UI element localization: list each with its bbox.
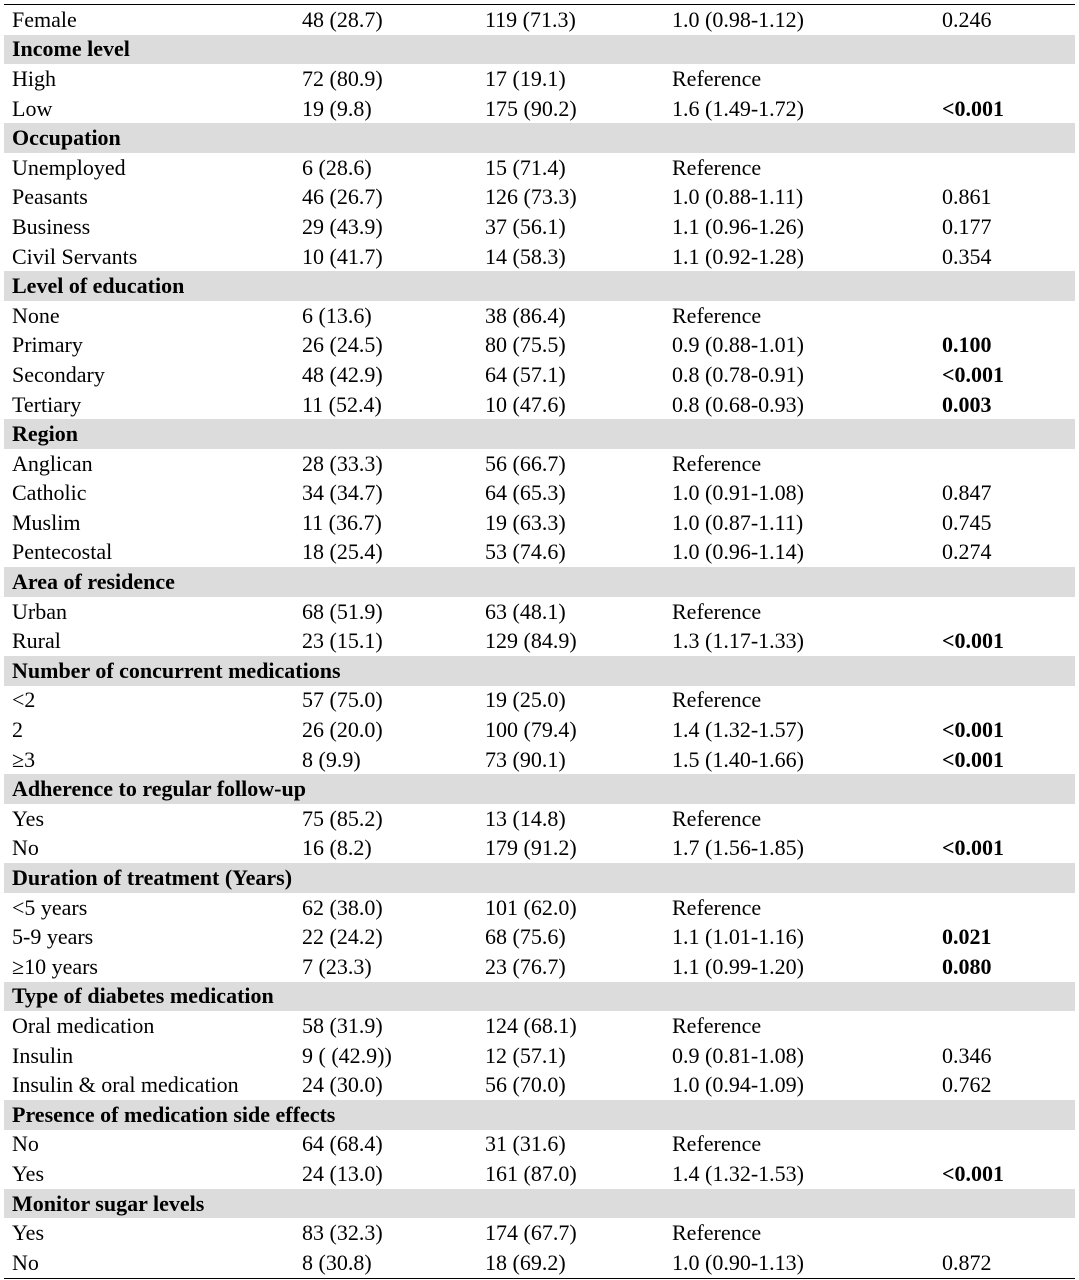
table-row: [4, 1130, 1075, 1160]
row-label-cell: Rural: [12, 628, 61, 654]
table-row: [4, 153, 1075, 183]
count-group2-cell: 68 (75.6): [485, 924, 566, 950]
table-body: [4, 5, 1075, 1278]
count-group1-cell: 26 (24.5): [302, 332, 383, 358]
row-label-cell: No: [12, 835, 39, 861]
ratio-ci-cell: Reference: [672, 1012, 762, 1038]
ratio-ci-cell: Reference: [672, 894, 762, 920]
section-header-label: Region: [12, 421, 78, 447]
ratio-ci-cell: Reference: [672, 598, 762, 624]
section-header-label: Presence of medication side effects: [12, 1101, 336, 1127]
count-group2-cell: 56 (70.0): [485, 1072, 566, 1098]
ratio-ci-cell: 0.9 (0.88-1.01): [672, 332, 804, 358]
section-header-row: [4, 35, 1075, 65]
section-header-label: Number of concurrent medications: [12, 657, 341, 683]
section-header-row: [4, 567, 1075, 597]
count-group1-cell: 34 (34.7): [302, 480, 383, 506]
count-group2-cell: 31 (31.6): [485, 1131, 566, 1157]
row-label-cell: Yes: [12, 1220, 45, 1246]
p-value-cell: <0.001: [942, 95, 1005, 121]
table-row: [4, 1041, 1075, 1071]
p-value-cell: 0.762: [942, 1072, 992, 1098]
count-group1-cell: 75 (85.2): [302, 805, 383, 831]
count-group2-cell: 15 (71.4): [485, 154, 566, 180]
table-row: [4, 508, 1075, 538]
count-group1-cell: 28 (33.3): [302, 450, 383, 476]
row-label-cell: Peasants: [12, 184, 88, 210]
ratio-ci-cell: 1.0 (0.98-1.12): [672, 6, 804, 32]
ratio-ci-cell: Reference: [672, 450, 762, 476]
row-label-cell: Business: [12, 213, 91, 239]
count-group1-cell: 6 (13.6): [302, 302, 372, 328]
p-value-cell: 0.274: [942, 539, 992, 565]
section-header-row: [4, 982, 1075, 1012]
table-row: [4, 449, 1075, 479]
count-group1-cell: 58 (31.9): [302, 1012, 383, 1038]
row-label-cell: Unemployed: [12, 154, 126, 180]
row-label-cell: Oral medication: [12, 1012, 155, 1038]
row-label-cell: None: [12, 302, 60, 328]
row-label-cell: Low: [12, 95, 53, 121]
table-row: [4, 834, 1075, 864]
table-row: [4, 922, 1075, 952]
count-group1-cell: 46 (26.7): [302, 184, 383, 210]
count-group1-cell: 68 (51.9): [302, 598, 383, 624]
row-label-cell: No: [12, 1249, 39, 1275]
ratio-ci-cell: 1.7 (1.56-1.85): [672, 835, 804, 861]
count-group1-cell: 57 (75.0): [302, 687, 383, 713]
table-row: [4, 804, 1075, 834]
count-group2-cell: 17 (19.1): [485, 65, 566, 91]
table-row: [4, 390, 1075, 420]
results-table: [4, 4, 1075, 1279]
table-row: [4, 1070, 1075, 1100]
row-label-cell: Muslim: [12, 509, 81, 535]
count-group1-cell: 19 (9.8): [302, 95, 372, 121]
row-label-cell: <5 years: [12, 894, 88, 920]
count-group2-cell: 38 (86.4): [485, 302, 566, 328]
count-group1-cell: 6 (28.6): [302, 154, 372, 180]
section-header-label: Duration of treatment (Years): [12, 865, 293, 891]
p-value-cell: 0.847: [942, 480, 992, 506]
table-row: [4, 538, 1075, 568]
count-group1-cell: 16 (8.2): [302, 835, 372, 861]
count-group1-cell: 48 (42.9): [302, 361, 383, 387]
count-group1-cell: 11 (52.4): [302, 391, 382, 417]
row-label-cell: 2: [12, 717, 23, 743]
section-header-label: Area of residence: [12, 569, 175, 595]
ratio-ci-cell: 1.4 (1.32-1.53): [672, 1160, 804, 1186]
count-group2-cell: 63 (48.1): [485, 598, 566, 624]
p-value-cell: 0.246: [942, 6, 992, 32]
section-header-label: Occupation: [12, 125, 121, 151]
table-row: [4, 94, 1075, 124]
p-value-cell: <0.001: [942, 1160, 1005, 1186]
count-group1-cell: 10 (41.7): [302, 243, 383, 269]
table-row: [4, 686, 1075, 716]
ratio-ci-cell: 1.3 (1.17-1.33): [672, 628, 804, 654]
row-label-cell: ≥3: [12, 746, 36, 772]
row-label-cell: ≥10 years: [12, 953, 98, 979]
count-group1-cell: 26 (20.0): [302, 717, 383, 743]
p-value-cell: 0.003: [942, 391, 992, 417]
count-group1-cell: 11 (36.7): [302, 509, 382, 535]
row-label-cell: Catholic: [12, 480, 87, 506]
row-label-cell: Yes: [12, 805, 45, 831]
count-group2-cell: 56 (66.7): [485, 450, 566, 476]
count-group2-cell: 100 (79.4): [485, 717, 577, 743]
row-label-cell: Tertiary: [12, 391, 82, 417]
count-group1-cell: 83 (32.3): [302, 1220, 383, 1246]
count-group1-cell: 62 (38.0): [302, 894, 383, 920]
ratio-ci-cell: 1.6 (1.49-1.72): [672, 95, 804, 121]
row-label-cell: Urban: [12, 598, 67, 624]
p-value-cell: <0.001: [942, 746, 1005, 772]
count-group1-cell: 24 (13.0): [302, 1160, 383, 1186]
count-group1-cell: 18 (25.4): [302, 539, 383, 565]
count-group1-cell: 64 (68.4): [302, 1131, 383, 1157]
table-row: [4, 183, 1075, 213]
ratio-ci-cell: 1.1 (0.92-1.28): [672, 243, 804, 269]
count-group1-cell: 7 (23.3): [302, 953, 372, 979]
table-row: [4, 64, 1075, 94]
count-group2-cell: 175 (90.2): [485, 95, 577, 121]
section-header-label: Type of diabetes medication: [12, 983, 274, 1009]
table-row: [4, 745, 1075, 775]
p-value-cell: <0.001: [942, 835, 1005, 861]
section-header-label: Income level: [12, 36, 130, 62]
count-group1-cell: 23 (15.1): [302, 628, 383, 654]
section-header-row: [4, 656, 1075, 686]
ratio-ci-cell: Reference: [672, 302, 762, 328]
p-value-cell: 0.872: [942, 1249, 992, 1275]
section-header-row: [4, 1189, 1075, 1219]
count-group2-cell: 19 (25.0): [485, 687, 566, 713]
count-group2-cell: 124 (68.1): [485, 1012, 577, 1038]
row-label-cell: Secondary: [12, 361, 105, 387]
count-group2-cell: 53 (74.6): [485, 539, 566, 565]
count-group1-cell: 29 (43.9): [302, 213, 383, 239]
ratio-ci-cell: Reference: [672, 1131, 762, 1157]
ratio-ci-cell: 1.1 (0.99-1.20): [672, 953, 804, 979]
section-header-label: Level of education: [12, 273, 185, 299]
count-group2-cell: 64 (65.3): [485, 480, 566, 506]
row-label-cell: Anglican: [12, 450, 93, 476]
section-header-label: Adherence to regular follow-up: [12, 776, 306, 802]
count-group2-cell: 13 (14.8): [485, 805, 566, 831]
table-row: [4, 1218, 1075, 1248]
p-value-cell: 0.021: [942, 924, 992, 950]
count-group2-cell: 101 (62.0): [485, 894, 577, 920]
p-value-cell: <0.001: [942, 361, 1005, 387]
count-group2-cell: 64 (57.1): [485, 361, 566, 387]
table-row: [4, 331, 1075, 361]
count-group1-cell: 9 ( (42.9)): [302, 1042, 392, 1068]
table-row: [4, 212, 1075, 242]
count-group1-cell: 8 (9.9): [302, 746, 361, 772]
table-row: [4, 479, 1075, 509]
p-value-cell: 0.745: [942, 509, 992, 535]
ratio-ci-cell: Reference: [672, 154, 762, 180]
row-label-cell: Female: [12, 6, 77, 32]
table-row: [4, 301, 1075, 331]
table-row: [4, 1159, 1075, 1189]
section-header-row: [4, 123, 1075, 153]
table-row: [4, 360, 1075, 390]
count-group2-cell: 18 (69.2): [485, 1249, 566, 1275]
ratio-ci-cell: Reference: [672, 65, 762, 91]
row-label-cell: 5-9 years: [12, 924, 94, 950]
count-group2-cell: 174 (67.7): [485, 1220, 577, 1246]
section-header-label: Monitor sugar levels: [12, 1190, 205, 1216]
count-group2-cell: 14 (58.3): [485, 243, 566, 269]
table-row: [4, 597, 1075, 627]
count-group1-cell: 22 (24.2): [302, 924, 383, 950]
count-group1-cell: 8 (30.8): [302, 1249, 372, 1275]
table-row: [4, 952, 1075, 982]
section-header-row: [4, 863, 1075, 893]
row-label-cell: No: [12, 1131, 39, 1157]
count-group2-cell: 179 (91.2): [485, 835, 577, 861]
count-group2-cell: 73 (90.1): [485, 746, 566, 772]
count-group2-cell: 129 (84.9): [485, 628, 577, 654]
count-group2-cell: 10 (47.6): [485, 391, 566, 417]
ratio-ci-cell: 1.0 (0.96-1.14): [672, 539, 804, 565]
row-label-cell: Pentecostal: [12, 539, 113, 565]
ratio-ci-cell: 0.9 (0.81-1.08): [672, 1042, 804, 1068]
ratio-ci-cell: Reference: [672, 1220, 762, 1246]
section-header-row: [4, 1100, 1075, 1130]
p-value-cell: 0.346: [942, 1042, 992, 1068]
row-label-cell: Primary: [12, 332, 83, 358]
table-row: [4, 893, 1075, 923]
row-label-cell: Insulin: [12, 1042, 74, 1068]
count-group1-cell: 48 (28.7): [302, 6, 383, 32]
p-value-cell: 0.354: [942, 243, 992, 269]
ratio-ci-cell: Reference: [672, 805, 762, 831]
table-row: [4, 1011, 1075, 1041]
row-label-cell: Civil Servants: [12, 243, 138, 269]
p-value-cell: <0.001: [942, 628, 1005, 654]
ratio-ci-cell: 1.0 (0.87-1.11): [672, 509, 804, 535]
ratio-ci-cell: 0.8 (0.78-0.91): [672, 361, 804, 387]
ratio-ci-cell: 1.5 (1.40-1.66): [672, 746, 804, 772]
p-value-cell: 0.861: [942, 184, 992, 210]
p-value-cell: 0.080: [942, 953, 992, 979]
row-label-cell: High: [12, 65, 56, 91]
count-group2-cell: 23 (76.7): [485, 953, 566, 979]
p-value-cell: <0.001: [942, 717, 1005, 743]
ratio-ci-cell: 1.0 (0.88-1.11): [672, 184, 804, 210]
count-group2-cell: 161 (87.0): [485, 1160, 577, 1186]
row-label-cell: Yes: [12, 1160, 45, 1186]
count-group2-cell: 37 (56.1): [485, 213, 566, 239]
count-group2-cell: 12 (57.1): [485, 1042, 566, 1068]
table-row: [4, 5, 1075, 35]
ratio-ci-cell: 1.4 (1.32-1.57): [672, 717, 804, 743]
count-group2-cell: 80 (75.5): [485, 332, 566, 358]
table-row: [4, 242, 1075, 272]
row-label-cell: <2: [12, 687, 36, 713]
section-header-row: [4, 774, 1075, 804]
section-header-row: [4, 271, 1075, 301]
ratio-ci-cell: 1.1 (1.01-1.16): [672, 924, 804, 950]
p-value-cell: 0.100: [942, 332, 992, 358]
ratio-ci-cell: 1.0 (0.91-1.08): [672, 480, 804, 506]
ratio-ci-cell: Reference: [672, 687, 762, 713]
ratio-ci-cell: 0.8 (0.68-0.93): [672, 391, 804, 417]
count-group1-cell: 24 (30.0): [302, 1072, 383, 1098]
ratio-ci-cell: 1.0 (0.94-1.09): [672, 1072, 804, 1098]
ratio-ci-cell: 1.1 (0.96-1.26): [672, 213, 804, 239]
p-value-cell: 0.177: [942, 213, 992, 239]
count-group2-cell: 119 (71.3): [485, 6, 576, 32]
row-label-cell: Insulin & oral medication: [12, 1072, 239, 1098]
count-group2-cell: 126 (73.3): [485, 184, 577, 210]
section-header-row: [4, 419, 1075, 449]
table-row: [4, 1248, 1075, 1278]
count-group2-cell: 19 (63.3): [485, 509, 566, 535]
table-row: [4, 626, 1075, 656]
ratio-ci-cell: 1.0 (0.90-1.13): [672, 1249, 804, 1275]
table-row: [4, 715, 1075, 745]
count-group1-cell: 72 (80.9): [302, 65, 383, 91]
